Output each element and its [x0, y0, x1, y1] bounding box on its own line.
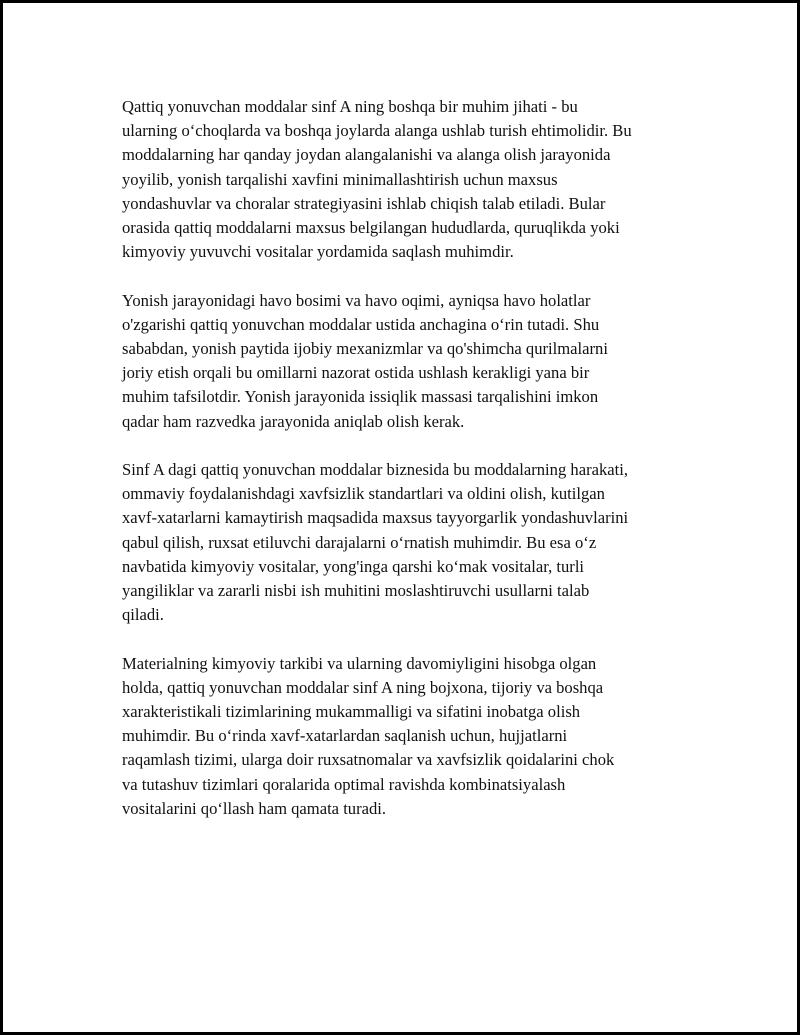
text-line: moddalarning har qanday joydan alangalanishi va alanga olish jarayonida [122, 145, 611, 165]
text-line: xarakteristikali tizimlarining mukammalligi va sifatini inobatga olish [122, 702, 581, 722]
text-line: yoyilib, yonish tarqalishi xavfini minimallashtirish uchun maxsus [122, 169, 558, 189]
document-body [122, 95, 687, 845]
text-line: Yonish jarayonidagi havo bosimi va havo oqimi, ayniqsa havo holatlar [122, 290, 591, 310]
text-line: ommaviy foydalanishdagi xavfsizlik standartlari va oldini olish, kutilgan [122, 484, 605, 504]
text-line: vositalarini qo‘llash ham qamata turadi. [122, 798, 387, 818]
text-line: o'zgarishi qattiq yonuvchan moddalar ustida anchagina o‘rin tutadi. Shu [122, 314, 600, 334]
text-line: muhim tafsilotdir. Yonish jarayonida issiqlik massasi tarqalishini imkon [122, 387, 599, 407]
text-line: va tutashuv tizimlari qoralarida optimal ravishda kombinatsiyalash [122, 774, 566, 794]
text-line: kimyoviy yuvuvchi vositalar yordamida saqlash muhimdir. [122, 242, 514, 262]
text-line: sababdan, yonish paytida ijobiy mexanizmlar va qo'shimcha qurilmalarni [122, 339, 608, 359]
text-line: joriy etish orqali bu omillarni nazorat ostida ushlash kerakligi yana bir [122, 363, 590, 383]
text-line: Qattiq yonuvchan moddalar sinf A ning boshqa bir muhim jihati - bu [122, 97, 578, 116]
text-line: holda, qattiq yonuvchan moddalar sinf A ning bojxona, tijoriy va boshqa [122, 677, 604, 697]
text-line: Materialning kimyoviy tarkibi va ularning davomiyligini hisobga olgan [122, 653, 597, 673]
paragraph-2 [122, 289, 687, 434]
text-line: ularning o‘choqlarda va boshqa joylarda alanga ushlab turish ehtimolidir. Bu [122, 121, 632, 141]
text-line: Sinf A dagi qattiq yonuvchan moddalar biznesida bu moddalarning harakati, [122, 460, 628, 480]
text-line: qiladi. [122, 605, 164, 625]
paragraph-1 [122, 95, 687, 264]
text-line: yondashuvlar va choralar strategiyasini ishlab chiqish talab etiladi. Bular [122, 193, 606, 213]
text-line: muhimdir. Bu o‘rinda xavf-xatarlardan saqlanish uchun, hujjatlarni [122, 726, 568, 746]
text-line: navbatida kimyoviy vositalar, yong'inga qarshi ko‘mak vositalar, turli [122, 556, 585, 576]
text-line: qadar ham razvedka jarayonida aniqlab olish kerak. [122, 411, 465, 431]
text-line: yangiliklar va zararli nisbi ish muhitini moslashtiruvchi usullarni talab [122, 581, 590, 601]
text-line: orasida qattiq moddalarni maxsus belgilangan hududlarda, quruqlikda yoki [122, 218, 620, 238]
text-line: qabul qilish, ruxsat etiluvchi darajalarni o‘rnatish muhimdir. Bu esa o‘z [122, 532, 597, 552]
paragraph-4 [122, 652, 687, 821]
text-line: raqamlash tizimi, ularga doir ruxsatnomalar va xavfsizlik qoidalarini chok [122, 750, 615, 770]
paragraph-3 [122, 458, 687, 627]
text-line: xavf-xatarlarni kamaytirish maqsadida maxsus tayyorgarlik yondashuvlarini [122, 508, 629, 528]
